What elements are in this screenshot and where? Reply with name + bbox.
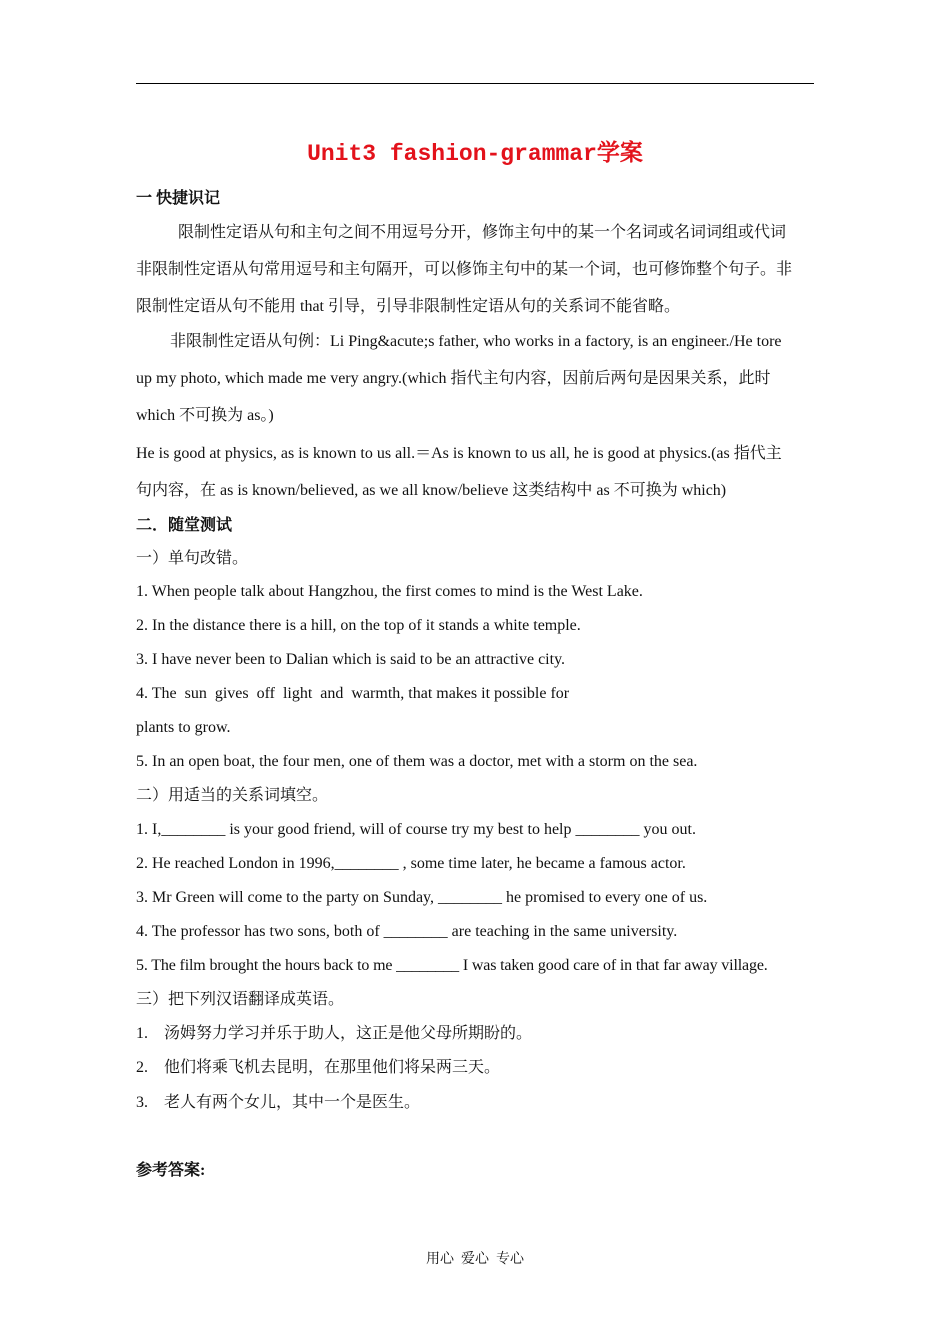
header-rule xyxy=(136,83,814,84)
section1-p3-line1: He is good at physics, as is known to us all.＝As is known to us all, he is good at physics.(as 指代主 xyxy=(136,445,782,462)
title-english: Unit3 fashion-grammar xyxy=(307,141,597,167)
section1-heading: 一 快捷识记 xyxy=(136,190,221,207)
part1-item-1: 1. When people talk about Hangzhou, the first comes to mind is the West Lake. xyxy=(136,583,643,600)
part2-item-5: 5. The film brought the hours back to me ________ I was taken good care of in that far away village. xyxy=(136,957,768,974)
part3-item-2: 2. 他们将乘飞机去昆明，在那里他们将呆两三天。 xyxy=(136,1059,501,1076)
part2-item-2: 2. He reached London in 1996,________ , some time later, he became a famous actor. xyxy=(136,855,686,872)
part3-heading: 三）把下列汉语翻译成英语。 xyxy=(136,991,345,1008)
part1-item-4: 4. The sun gives off light and warmth, that makes it possible for xyxy=(136,685,570,702)
section1-p2-line3: which 不可换为 as。) xyxy=(136,407,274,424)
section1-p3-line2: 句内容，在 as is known/believed, as we all know/believe 这类结构中 as 不可换为 which) xyxy=(136,482,727,499)
part3-item-3: 3. 老人有两个女儿，其中一个是医生。 xyxy=(136,1094,421,1111)
page-footer: 用心 爱心 专心 xyxy=(426,1252,524,1267)
part1-heading: 一）单句改错。 xyxy=(136,550,249,567)
page-title xyxy=(0,134,950,167)
part3-item-1: 1. 汤姆努力学习并乐于助人，这正是他父母所期盼的。 xyxy=(136,1025,533,1042)
part2-item-1: 1. I,________ is your good friend, will of course try my best to help ________ you out. xyxy=(136,821,696,838)
part2-heading: 二）用适当的关系词填空。 xyxy=(136,787,329,804)
title-chinese: 学案 xyxy=(596,140,643,166)
part2-item-4: 4. The professor has two sons, both of ________ are teaching in the same university. xyxy=(136,923,678,940)
part1-item-5: 5. In an open boat, the four men, one of them was a doctor, met with a storm on the sea. xyxy=(136,753,698,770)
section1-p1-line1: 限制性定语从句和主句之间不用逗号分开，修饰主句中的某一个名词或名词词组或代词 xyxy=(178,224,787,241)
section2-heading: 二．随堂测试 xyxy=(136,517,233,534)
part1-item-2: 2. In the distance there is a hill, on the top of it stands a white temple. xyxy=(136,617,581,634)
section1-p2-line1: 非限制性定语从句例：Li Ping&acute;s father, who works in a factory, is an engineer./He tore xyxy=(170,333,782,350)
section1-p2-line2: up my photo, which made me very angry.(which 指代主句内容，因前后两句是因果关系，此时 xyxy=(136,370,771,387)
part1-item-3: 3. I have never been to Dalian which is said to be an attractive city. xyxy=(136,651,566,668)
answers-heading: 参考答案: xyxy=(136,1162,206,1179)
section1-p1-line2: 非限制性定语从句常用逗号和主句隔开，可以修饰主句中的某一个词，也可修饰整个句子。非 xyxy=(136,261,793,278)
part1-item-4-cont: plants to grow. xyxy=(136,719,231,736)
part2-item-3: 3. Mr Green will come to the party on Sunday, ________ he promised to every one of us. xyxy=(136,889,708,906)
section1-p1-line3: 限制性定语从句不能用 that 引导，引导非限制性定语从句的关系词不能省略。 xyxy=(136,298,680,315)
